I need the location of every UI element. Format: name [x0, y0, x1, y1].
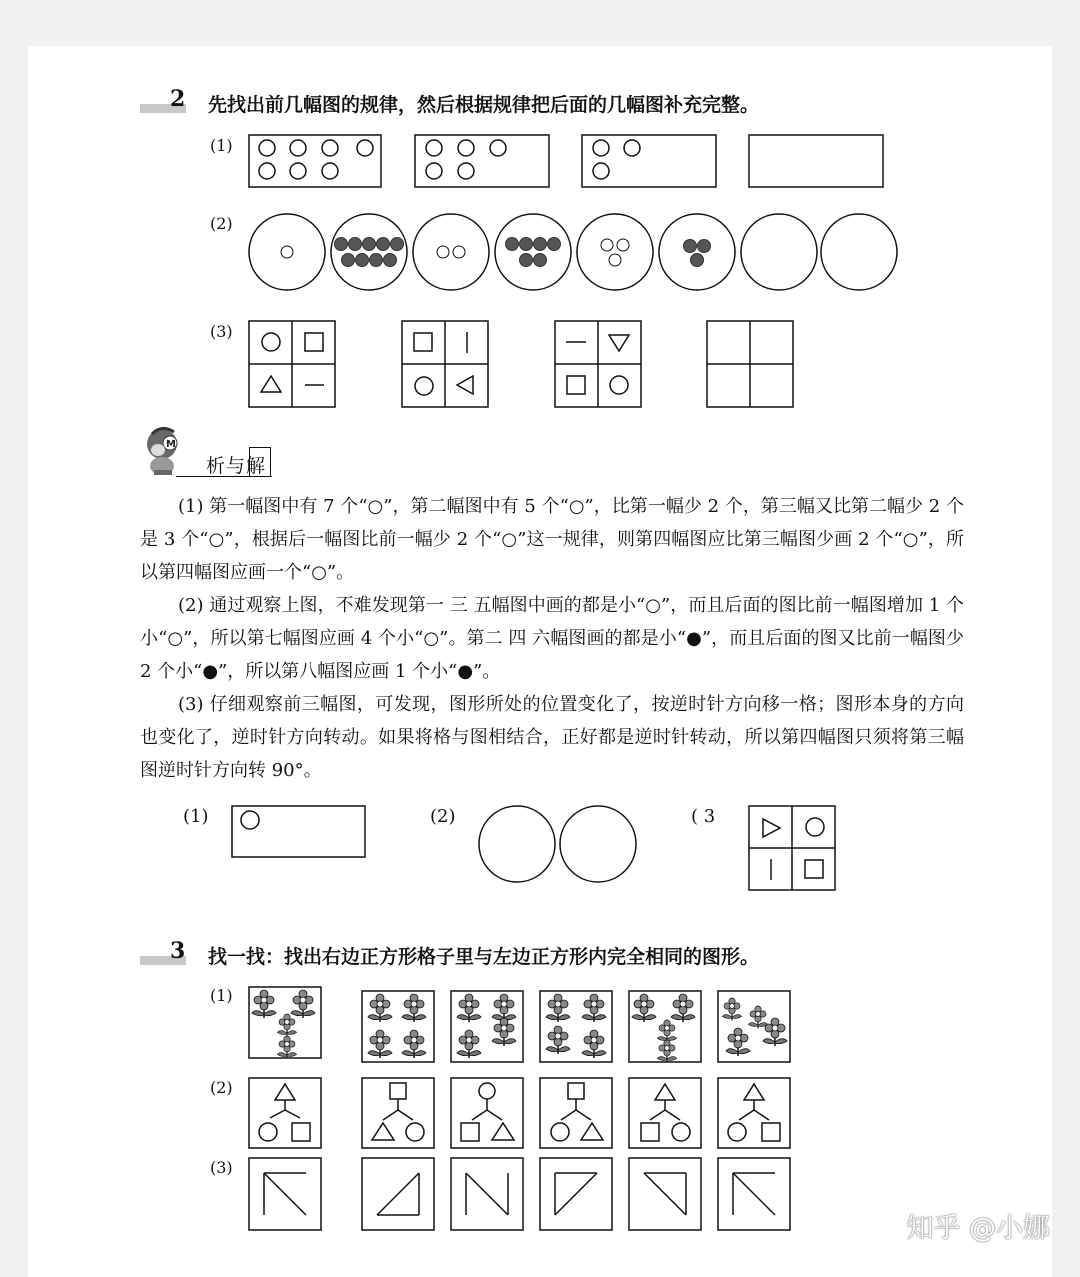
- circle-icon: [259, 140, 275, 156]
- circle-icon: [806, 818, 824, 836]
- q3-label-2: (2): [210, 1078, 233, 1097]
- q2-row2-circle-4: [495, 214, 571, 290]
- question-2-number: 2: [170, 86, 186, 112]
- q2-row3-grid-4-empty: [707, 321, 793, 407]
- q3-label-3: (3): [210, 1158, 233, 1177]
- small-circle-icon: [609, 254, 621, 266]
- flower-icon: [252, 990, 276, 1018]
- dot-icon: [335, 238, 348, 251]
- circle-icon: [259, 163, 275, 179]
- circle-icon: [458, 163, 474, 179]
- cartoon-mascot-icon: [140, 424, 188, 476]
- circle-icon: [241, 811, 259, 829]
- watermark: 知乎 @小娜: [906, 1213, 1050, 1244]
- triangle-icon: [372, 1123, 394, 1140]
- q3-row2-left-box: [249, 1078, 321, 1148]
- circle-icon: [415, 377, 433, 395]
- flower-icon: [402, 994, 426, 1022]
- circle-icon: [551, 1123, 569, 1141]
- dot-icon: [356, 254, 369, 267]
- q2-row1-box-4-empty: [749, 135, 883, 187]
- flower-icon: [582, 1030, 606, 1058]
- q2-row2-circle-7-empty: [741, 214, 817, 290]
- flower-icon: [457, 1030, 481, 1058]
- q3-row3-choice-4: [629, 1158, 701, 1230]
- flower-icon: [368, 1030, 392, 1058]
- circle-icon: [479, 1083, 495, 1099]
- dot-icon: [370, 254, 383, 267]
- analysis-paragraph-3: (3) 仔细观察前三幅图，可发现，图形所处的位置变化了，按逆时针方向移一格；图形本身的方向也变化了，逆时针方向转动。如果将格与图相结合，正好都是逆时针转动，所以第四幅图只须将第三幅图逆时针方向转 90°。: [140, 694, 964, 781]
- circle-icon: [322, 163, 338, 179]
- triangle-icon: [275, 1084, 295, 1100]
- q2-row2-circle-3: [413, 214, 489, 290]
- square-icon: [568, 1083, 584, 1099]
- circle-icon: [290, 163, 306, 179]
- dot-icon: [349, 238, 362, 251]
- flower-icon: [657, 1040, 676, 1062]
- answer-2-circle-2: [560, 806, 636, 882]
- dot-icon: [342, 254, 355, 267]
- q3-row2-choice-3: [540, 1078, 612, 1148]
- q3-row2-choice-5: [718, 1078, 790, 1148]
- q2-row3-grid-3: [555, 321, 641, 407]
- answer-1-box: [232, 806, 365, 857]
- dot-icon: [377, 238, 390, 251]
- analysis-heading: 析与解: [206, 455, 267, 477]
- square-icon: [762, 1123, 780, 1141]
- square-icon: [414, 333, 432, 351]
- flower-icon: [726, 1028, 750, 1056]
- circle-icon: [259, 1123, 277, 1141]
- q2-row2-circle-1: [249, 214, 325, 290]
- flower-icon: [368, 994, 392, 1022]
- triangle-icon: [261, 376, 281, 392]
- q3-row3-left-box: [249, 1158, 321, 1230]
- circle-icon: [426, 163, 442, 179]
- answer-label-3: ( 3: [691, 806, 716, 827]
- dot-icon: [520, 254, 533, 267]
- flower-icon: [763, 1018, 787, 1046]
- q2-row3-grid-1: [249, 321, 335, 407]
- circle-icon: [322, 140, 338, 156]
- q2-row2-circle-6: [659, 214, 735, 290]
- q3-row2-choice-1: [362, 1078, 434, 1148]
- analysis-paragraph-1: (1) 第一幅图中有 7 个“○”，第二幅图中有 5 个“○”，比第一幅少 2 个，第三幅又比第二幅少 2 个是 3 个“○”，根据后一幅图比前一幅少 2 个“○”这一规律，则第四幅图应比第三幅图少画 2 个“○”，所以第四幅图应画一个“○”。: [140, 496, 964, 583]
- flower-icon: [657, 1020, 676, 1042]
- circle-icon: [610, 376, 628, 394]
- flower-icon: [277, 1036, 296, 1058]
- flower-icon: [671, 994, 695, 1022]
- answer-2-circle-1: [479, 806, 555, 882]
- small-circle-icon: [601, 239, 613, 251]
- small-circle-icon: [281, 246, 293, 258]
- q3-row3-choice-3: [540, 1158, 612, 1230]
- q3-row3-choice-2: [451, 1158, 523, 1230]
- square-icon: [292, 1123, 310, 1141]
- dot-icon: [534, 254, 547, 267]
- dot-icon: [391, 238, 404, 251]
- square-icon: [390, 1083, 406, 1099]
- triangle-icon: [581, 1123, 603, 1140]
- flower-icon: [291, 990, 315, 1018]
- q3-row2-choice-4: [629, 1078, 701, 1148]
- dot-icon: [691, 254, 704, 267]
- small-circle-icon: [617, 239, 629, 251]
- flower-icon: [457, 994, 481, 1022]
- circle-icon: [262, 333, 280, 351]
- q2-label-2: (2): [210, 214, 233, 233]
- q2-row2-circle-8-empty: [821, 214, 897, 290]
- answer-3-grid: [749, 806, 835, 890]
- square-icon: [805, 860, 823, 878]
- dot-icon: [506, 238, 519, 251]
- triangle-down-icon: [609, 335, 629, 351]
- flower-icon: [546, 1026, 570, 1054]
- flower-icon: [722, 998, 741, 1020]
- small-circle-icon: [437, 246, 449, 258]
- flower-icon: [402, 1030, 426, 1058]
- q2-row3-grid-2: [402, 321, 488, 407]
- q2-row2-circle-2: [331, 214, 407, 290]
- flower-icon: [632, 994, 656, 1022]
- dot-icon: [384, 254, 397, 267]
- svg-text:M: M: [166, 439, 176, 450]
- circle-icon: [357, 140, 373, 156]
- q2-label-1: (1): [210, 136, 233, 155]
- square-icon: [305, 333, 323, 351]
- square-icon: [567, 376, 585, 394]
- dot-icon: [363, 238, 376, 251]
- circle-icon: [426, 140, 442, 156]
- flower-icon: [492, 1018, 516, 1046]
- q2-row2-circle-5: [577, 214, 653, 290]
- circle-icon: [624, 140, 640, 156]
- circle-icon: [593, 140, 609, 156]
- analysis-paragraph-2: (2) 通过观察上图，不难发现第一 三 五幅图中画的都是小“○”，而且后面的图比前一幅图增加 1 个小“○”，所以第七幅图应画 4 个小“○”。第二 四 六幅图画的都是小“●”，而且后面的图又比前一幅图少 2 个小“●”，所以第八幅图应画 1 个小“●”。: [140, 595, 964, 682]
- dot-icon: [548, 238, 561, 251]
- question-3-number: 3: [170, 938, 186, 964]
- dot-icon: [698, 240, 711, 253]
- dot-icon: [534, 238, 547, 251]
- square-icon: [461, 1123, 479, 1141]
- question-3-title: 找一找：找出右边正方形格子里与左边正方形内完全相同的图形。: [208, 946, 760, 968]
- circle-icon: [593, 163, 609, 179]
- q3-row3-choice-1: [362, 1158, 434, 1230]
- question-2-title: 先找出前几幅图的规律，然后根据规律把后面的几幅图补充完整。: [208, 94, 760, 116]
- q3-row3-choice-5: [718, 1158, 790, 1230]
- q2-row3-figures: [240, 314, 800, 414]
- answer-label-2: (2): [430, 806, 456, 827]
- circle-icon: [458, 140, 474, 156]
- triangle-left-icon: [457, 376, 473, 394]
- circle-icon: [490, 140, 506, 156]
- small-circle-icon: [453, 246, 465, 258]
- q3-row2-choice-2: [451, 1078, 523, 1148]
- answer-figures: [225, 800, 845, 896]
- q2-label-3: (3): [210, 322, 233, 341]
- flower-icon: [546, 994, 570, 1022]
- flower-icon: [582, 994, 606, 1022]
- circle-icon: [672, 1123, 690, 1141]
- dot-icon: [684, 240, 697, 253]
- answer-label-1: (1): [183, 806, 209, 827]
- circle-icon: [290, 140, 306, 156]
- q2-row1-figures: [240, 126, 900, 196]
- triangle-right-icon: [763, 819, 780, 837]
- q3-label-1: (1): [210, 986, 233, 1005]
- triangle-icon: [492, 1123, 514, 1140]
- q2-row2-figures: [240, 206, 910, 298]
- dot-icon: [520, 238, 533, 251]
- flower-icon: [748, 1006, 767, 1028]
- square-icon: [641, 1123, 659, 1141]
- triangle-icon: [744, 1084, 764, 1100]
- circle-icon: [406, 1123, 424, 1141]
- flower-icon: [277, 1014, 296, 1036]
- circle-icon: [728, 1123, 746, 1141]
- q3-figures: [240, 980, 800, 1240]
- triangle-icon: [655, 1084, 675, 1100]
